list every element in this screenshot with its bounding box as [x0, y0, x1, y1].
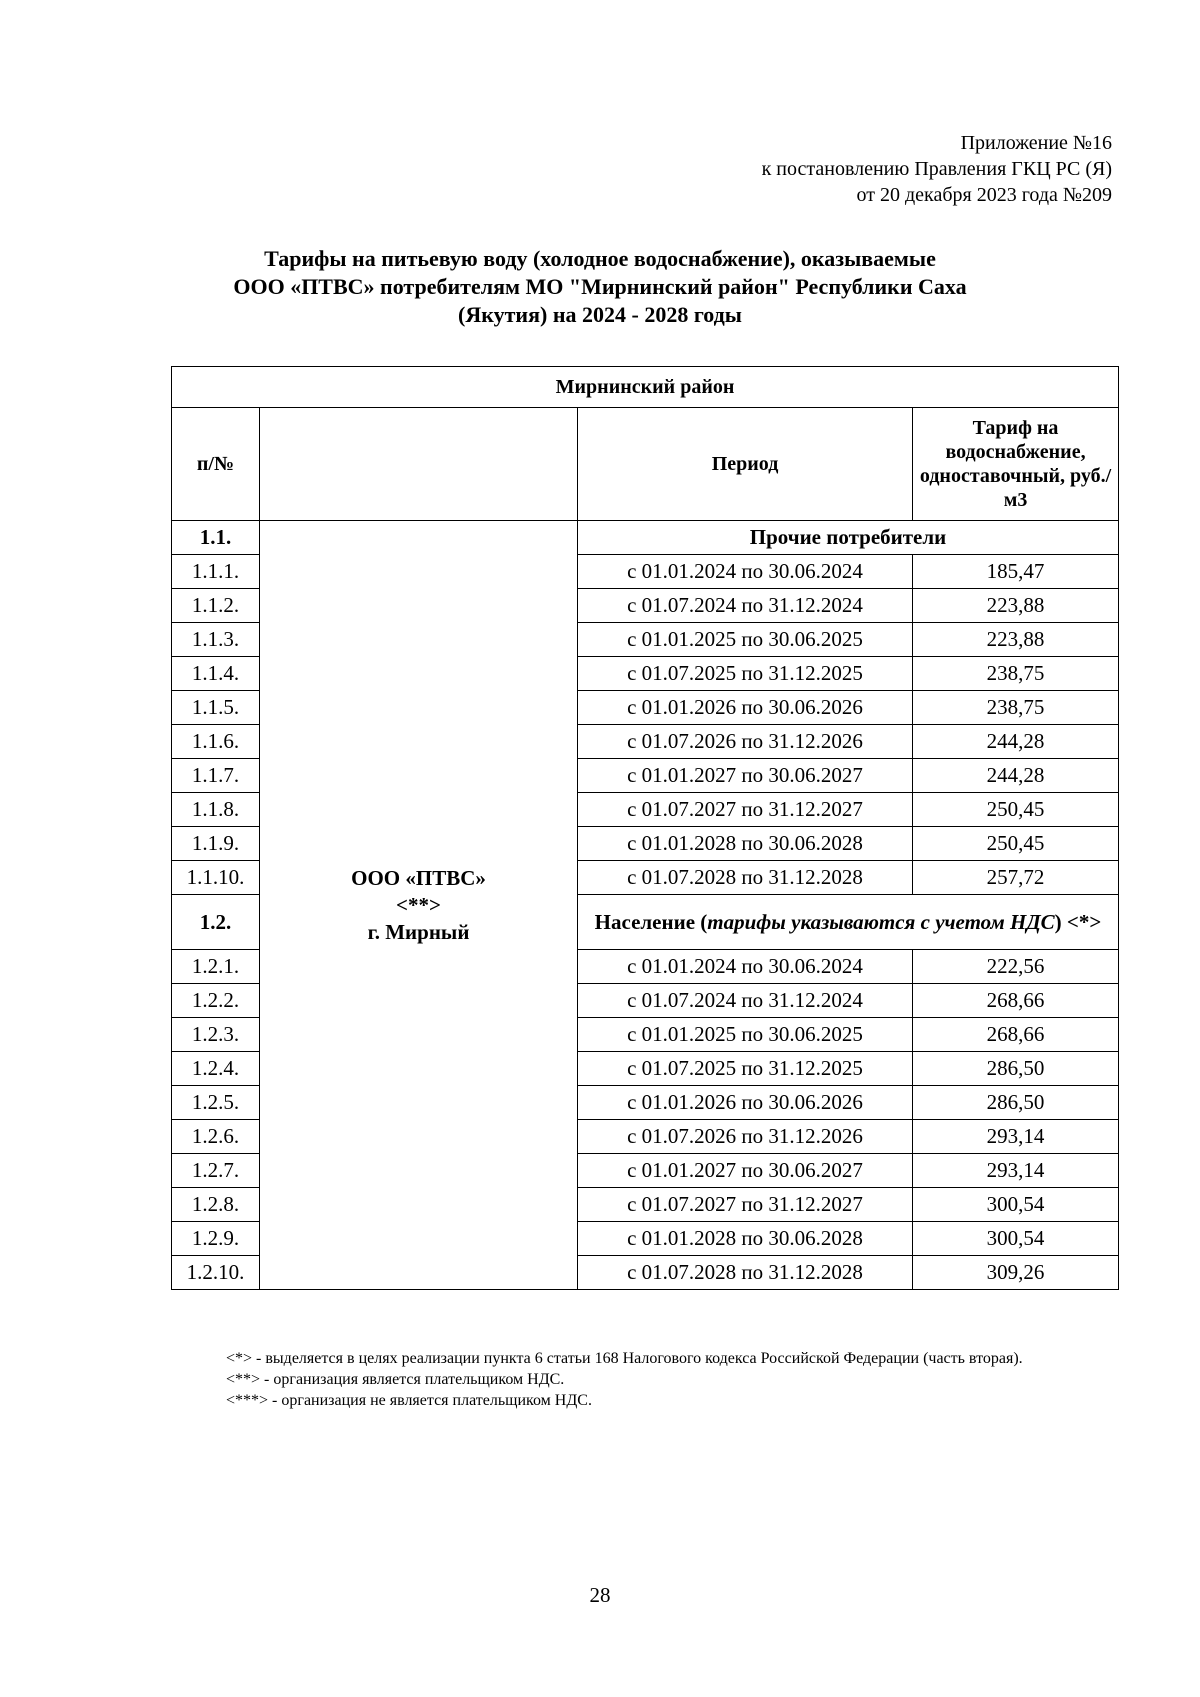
organization-cell — [260, 521, 578, 1290]
column-header-period: Период — [578, 408, 913, 521]
row-period: с 01.07.2024 по 31.12.2024 — [578, 589, 913, 623]
row-number: 1.2.6. — [172, 1120, 260, 1154]
row-tariff: 257,72 — [913, 861, 1119, 895]
row-period: с 01.01.2026 по 30.06.2026 — [578, 1086, 913, 1120]
row-number: 1.1.9. — [172, 827, 260, 861]
tariff-table — [171, 366, 1119, 1290]
section-title: Прочие потребители — [578, 521, 1119, 555]
row-number: 1.1.8. — [172, 793, 260, 827]
row-number: 1.2.8. — [172, 1188, 260, 1222]
column-header-organization — [260, 408, 578, 521]
row-number: 1.1.1. — [172, 555, 260, 589]
document-title — [150, 245, 1050, 329]
row-period: с 01.07.2028 по 31.12.2028 — [578, 861, 913, 895]
row-tariff: 286,50 — [913, 1052, 1119, 1086]
row-number: 1.1.7. — [172, 759, 260, 793]
row-number: 1.2.1. — [172, 950, 260, 984]
row-period: с 01.01.2027 по 30.06.2027 — [578, 759, 913, 793]
row-period: с 01.01.2026 по 30.06.2026 — [578, 691, 913, 725]
section-number: 1.2. — [172, 895, 260, 950]
appendix-resolution: к постановлению Правления ГКЦ РС (Я) — [761, 158, 1112, 180]
row-number: 1.1.4. — [172, 657, 260, 691]
organization-name: ООО «ПТВС» — [351, 865, 486, 890]
table-body — [172, 521, 1119, 1290]
district-header: Мирнинский район — [172, 367, 1119, 408]
footnote-vat-payer: <**> - организация является плательщиком НДС. — [226, 1371, 565, 1388]
row-number: 1.1.2. — [172, 589, 260, 623]
row-period: с 01.01.2024 по 30.06.2024 — [578, 555, 913, 589]
appendix-header — [512, 130, 1112, 208]
column-header-tariff: Тариф на водоснабжение, одноставочный, руб./м3 — [913, 408, 1119, 521]
section-title-prefix: Население ( — [594, 910, 708, 934]
row-number: 1.1.10. — [172, 861, 260, 895]
row-period: с 01.01.2025 по 30.06.2025 — [578, 623, 913, 657]
row-tariff: 223,88 — [913, 589, 1119, 623]
row-tariff: 286,50 — [913, 1086, 1119, 1120]
row-number: 1.2.7. — [172, 1154, 260, 1188]
row-tariff: 293,14 — [913, 1154, 1119, 1188]
organization-city: г. Мирный — [367, 919, 470, 944]
title-line-1: Тарифы на питьевую воду (холодное водоснабжение), оказываемые — [264, 246, 936, 271]
row-period: с 01.07.2026 по 31.12.2026 — [578, 725, 913, 759]
appendix-date: от 20 декабря 2023 года №209 — [856, 184, 1112, 206]
footnotes — [171, 1348, 1118, 1411]
row-tariff: 238,75 — [913, 691, 1119, 725]
footnote-not-vat-payer: <***> - организация не является плательщиком НДС. — [226, 1392, 592, 1409]
row-tariff: 185,47 — [913, 555, 1119, 589]
row-number: 1.1.5. — [172, 691, 260, 725]
row-period: с 01.07.2027 по 31.12.2027 — [578, 793, 913, 827]
row-number: 1.2.9. — [172, 1222, 260, 1256]
row-number: 1.1.6. — [172, 725, 260, 759]
row-period: с 01.07.2025 по 31.12.2025 — [578, 1052, 913, 1086]
row-tariff: 309,26 — [913, 1256, 1119, 1290]
row-tariff: 293,14 — [913, 1120, 1119, 1154]
row-number: 1.2.10. — [172, 1256, 260, 1290]
row-period: с 01.01.2028 по 30.06.2028 — [578, 1222, 913, 1256]
organization-vat-mark: <**> — [396, 892, 441, 917]
row-period: с 01.01.2024 по 30.06.2024 — [578, 950, 913, 984]
row-tariff: 268,66 — [913, 1018, 1119, 1052]
section-number: 1.1. — [172, 521, 260, 555]
title-line-3: (Якутия) на 2024 - 2028 годы — [458, 302, 742, 327]
appendix-number: Приложение №16 — [960, 132, 1112, 154]
row-number: 1.2.5. — [172, 1086, 260, 1120]
row-period: с 01.07.2025 по 31.12.2025 — [578, 657, 913, 691]
row-number: 1.2.4. — [172, 1052, 260, 1086]
row-period: с 01.07.2028 по 31.12.2028 — [578, 1256, 913, 1290]
row-number: 1.1.3. — [172, 623, 260, 657]
section-title-suffix: ) <*> — [1054, 910, 1102, 934]
row-period: с 01.01.2027 по 30.06.2027 — [578, 1154, 913, 1188]
row-tariff: 250,45 — [913, 827, 1119, 861]
row-tariff: 223,88 — [913, 623, 1119, 657]
column-header-number: п/№ — [172, 408, 260, 521]
footnote-vat-allocation: <*> - выделяется в целях реализации пункта 6 статьи 168 Налогового кодекса Российской Федерации (часть вторая). — [226, 1350, 1023, 1367]
row-tariff: 244,28 — [913, 725, 1119, 759]
row-tariff: 300,54 — [913, 1188, 1119, 1222]
row-period: с 01.07.2026 по 31.12.2026 — [578, 1120, 913, 1154]
row-tariff: 300,54 — [913, 1222, 1119, 1256]
row-number: 1.2.3. — [172, 1018, 260, 1052]
section-title-note: тарифы указываются с учетом НДС — [707, 910, 1055, 934]
row-tariff: 268,66 — [913, 984, 1119, 1018]
title-line-2: ООО «ПТВС» потребителям МО "Мирнинский район" Республики Саха — [233, 274, 967, 299]
row-period: с 01.07.2027 по 31.12.2027 — [578, 1188, 913, 1222]
row-number: 1.2.2. — [172, 984, 260, 1018]
row-tariff: 244,28 — [913, 759, 1119, 793]
row-tariff: 238,75 — [913, 657, 1119, 691]
row-period: с 01.01.2028 по 30.06.2028 — [578, 827, 913, 861]
section-title — [578, 895, 1119, 950]
page-number: 28 — [589, 1583, 611, 1607]
row-tariff: 250,45 — [913, 793, 1119, 827]
row-period: с 01.01.2025 по 30.06.2025 — [578, 1018, 913, 1052]
row-period: с 01.07.2024 по 31.12.2024 — [578, 984, 913, 1018]
row-tariff: 222,56 — [913, 950, 1119, 984]
